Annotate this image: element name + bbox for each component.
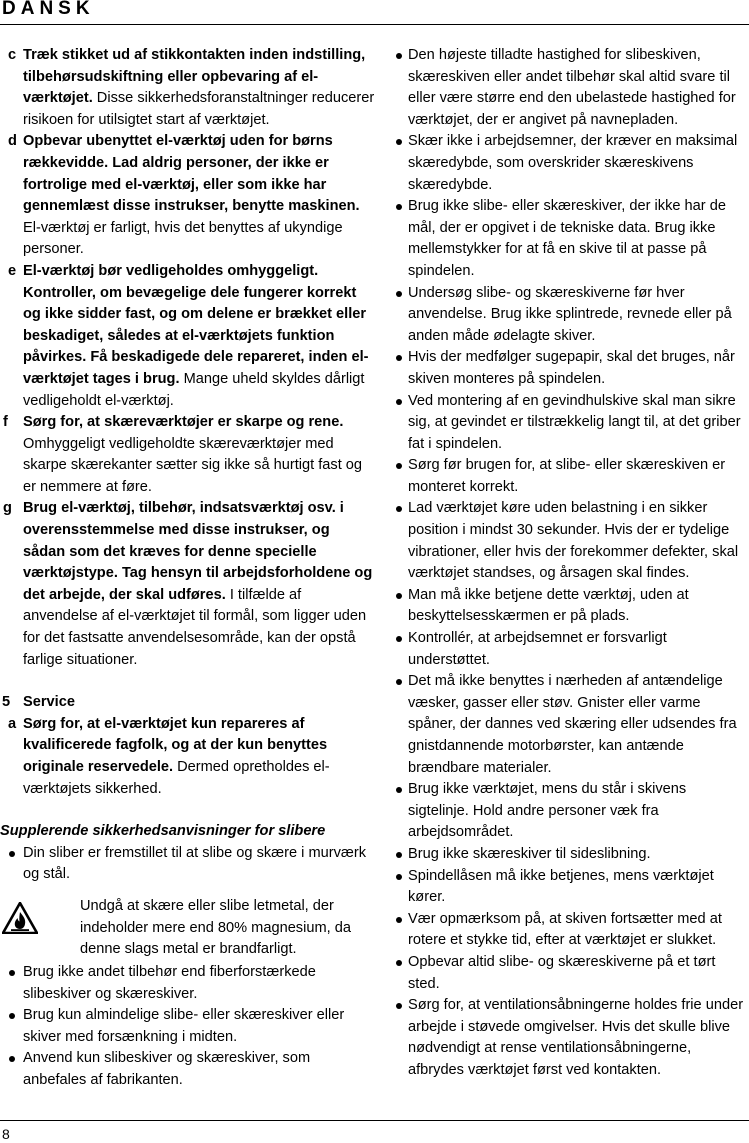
bullet-text: Anvend kun slibeskiver og skæreskiver, som anbefales af fabrikanten.: [23, 1050, 311, 1088]
instruction-item-c: [0, 45, 375, 131]
bullet-text: Din sliber er fremstillet til at slibe og skære i murværk og stål.: [23, 844, 367, 883]
item-letter: e: [8, 262, 17, 279]
bullet-text: Hvis der medfølger sugepapir, skal det bruges, når skiven monteres på spindelen.: [408, 349, 735, 387]
bullet-item: [392, 347, 748, 390]
item-normal-text: Dermed opretholdes el-værktøjets sikkerhed.: [23, 759, 330, 797]
page-header: [0, 0, 749, 25]
bullet-item: [392, 952, 748, 995]
bullet-item: [392, 866, 748, 909]
section-title: Service: [23, 694, 75, 711]
bullet-icon: [396, 636, 402, 642]
item-bold-text: El-værktøj bør vedligeholdes omhyggeligt. Kontroller, om bevægelige dele fungerer korrekt og ikke sidder fast, og om delene er brækket eller beskadiget, således at el-værktøjets funktion påvirkes. Få beskadigede dele repareret, inden el-værktøjet tages i brug.: [23, 262, 369, 387]
service-item-a: [0, 714, 375, 800]
item-letter: d: [8, 133, 17, 150]
bullet-item: [392, 671, 748, 779]
bullet-text: Man må ikke betjene dette værktøj, uden at beskyttelsesskærmen er på plads.: [408, 586, 689, 625]
bullet-item: [392, 585, 748, 628]
instruction-item-g: [0, 498, 375, 671]
bullet-item: [392, 45, 748, 131]
bullet-icon: [396, 506, 402, 512]
bullet-item: [392, 391, 748, 456]
item-letter: c: [8, 47, 17, 63]
bullet-icon: [396, 852, 402, 858]
bullet-icon: [396, 1003, 402, 1009]
section-number: 5: [2, 694, 11, 711]
bullet-item: [392, 909, 748, 952]
bullet-icon: [9, 851, 15, 857]
bullet-icon: [396, 593, 402, 599]
bullet-icon: [396, 960, 402, 966]
right-column: [392, 45, 748, 1082]
left-column: [0, 45, 375, 1092]
bullet-text: Sørg før brugen for, at slibe- eller skæreskiven er monteret korrekt.: [408, 457, 726, 495]
instruction-item-e: [0, 261, 375, 412]
item-bold-text: Træk stikket ud af stikkontakten inden indstilling, tilbehørsudskiftning eller opbevaring af el-værktøjet.: [23, 47, 366, 107]
bullet-item: [0, 843, 375, 886]
supplementary-heading: Supplerende sikkerhedsanvisninger for slibere: [0, 823, 326, 840]
bullet-icon: [396, 787, 402, 793]
bullet-item: [392, 283, 748, 348]
item-bold-text: Opbevar ubenyttet el-værktøj uden for børns rækkevidde. Lad aldrig personer, der ikke er fortrolige med el-værktøj, eller som ikke har gennemlæst disse instrukser, benytte maskinen.: [23, 133, 360, 215]
instruction-item-f: [0, 412, 375, 498]
bullet-text: Brug ikke slibe- eller skæreskiver, der ikke har de mål, der er opgivet i de tekniske data. Brug ikke mellemstykker for at få en skive til at passe på spindelen.: [408, 198, 726, 279]
item-normal-text: El-værktøj er farligt, hvis det benyttes af ukyndige personer.: [23, 219, 343, 258]
bullet-item: [392, 455, 748, 498]
bullet-item: [392, 196, 748, 282]
bullet-text: Brug ikke værktøjet, mens du står i skivens sigtelinje. Hold andre personer væk fra arbejdsområdet.: [408, 781, 687, 841]
bullet-icon: [396, 204, 402, 210]
bullet-text: Lad værktøjet køre uden belastning i en sikker position i mindst 30 sekunder. Hvis der er tydelige vibrationer, eller hvis der forekommer defekter, skal værktøjet standses, og årsagen skal findes.: [408, 500, 739, 582]
bullet-text: Vær opmærksom på, at skiven fortsætter med at rotere et stykke tid, efter at værktøjet er slukket.: [408, 910, 722, 949]
bullet-item: [0, 962, 375, 1005]
bullet-icon: [9, 970, 15, 976]
instruction-item-d: [0, 131, 375, 261]
item-normal-text: Omhyggeligt vedligeholdte skæreværktøjer med skarpe skærekanter sætter sig ikke så hurtigt fast og er nemmere at føre.: [23, 435, 363, 495]
bullet-icon: [396, 53, 402, 59]
bullet-icon: [396, 399, 402, 405]
item-normal-text: I tilfælde af anvendelse af el-værktøjet til formål, som ligger uden for det fastsatte anvendelsesområde, kan der opstå farlige situationer.: [23, 586, 367, 668]
bullet-item: [392, 844, 748, 866]
item-normal-text: Disse sikkerhedsforanstaltninger reducerer risikoen for utilsigtet start af værktøjet.: [23, 90, 375, 128]
bullet-text: Den højeste tilladte hastighed for slibeskiven, skæreskiven eller andet tilbehør skal altid svare til eller være større end den ubelastede hastighed for værktøjet, der er angivet på navnepladen.: [408, 47, 736, 128]
bullet-text: Ved montering af en gevindhulskive skal man sikre sig, at gevindet er tilstrækkelig langt til, at det griber fat i spindelen.: [408, 392, 741, 452]
bullet-icon: [9, 1056, 15, 1062]
bullet-icon: [396, 917, 402, 923]
bullet-item: [392, 779, 748, 844]
bullet-icon: [396, 679, 402, 685]
bullet-text: Kontrollér, at arbejdsemnet er forsvarligt understøttet.: [408, 630, 667, 668]
bullet-icon: [9, 1013, 15, 1019]
item-letter: g: [3, 500, 12, 517]
bullet-icon: [396, 463, 402, 469]
item-letter: a: [8, 715, 17, 732]
bullet-text: Det må ikke benyttes i nærheden af antændelige væsker, gasser eller støv. Gnister eller varme spåner, der dannes ved skæring eller udsendes fra gnistdannende motorbørster, kan antænde brændbare materialer.: [408, 673, 737, 776]
bullet-icon: [396, 355, 402, 361]
bullet-text: Skær ikke i arbejdsemner, der kræver en maksimal skæredybde, som overskrider skæreskivens skæredybde.: [408, 133, 738, 193]
bullet-item: [392, 498, 748, 584]
bullet-text: Spindellåsen må ikke betjenes, mens værktøjet kører.: [408, 867, 714, 906]
fire-hazard-icon: [2, 902, 38, 934]
page-number: 8: [2, 1126, 10, 1142]
bullet-item: [0, 1048, 375, 1091]
warning-text: Undgå at skære eller slibe letmetal, der indeholder mere end 80% magnesium, da denne slags metal er brandfarligt.: [80, 897, 351, 958]
bullet-text: Brug ikke skæreskiver til sideslibning.: [408, 845, 651, 862]
bullet-text: Sørg for, at ventilationsåbningerne holdes frie under arbejde i støvede omgivelser. Hvis det skulle blive nødvendigt at rense ventilationsåbningerne, afbrydes værktøjet først ved kontakten.: [408, 997, 744, 1078]
bullet-icon: [396, 291, 402, 297]
bullet-icon: [396, 139, 402, 145]
item-bold-text: Brug el-værktøj, tilbehør, indsatsværktøj osv. i overensstemmelse med disse instrukser, og sådan som det kræves for denne specielle værktøjstype. Tag hensyn til arbejdsforholdene og det arbejde, der skal udføres.: [23, 500, 373, 603]
bullet-item: [0, 1005, 375, 1048]
bullet-text: Brug ikke andet tilbehør end fiberforstærkede slibeskiver og skæreskiver.: [23, 963, 316, 1002]
bullet-text: Undersøg slibe- og skæreskiverne før hver anvendelse. Brug ikke splintrede, revnede eller på anden måde ødelagte skiver.: [408, 284, 732, 344]
bullet-text: Opbevar altid slibe- og skæreskiverne på et tørt sted.: [408, 953, 716, 992]
item-bold-text: Sørg for, at skæreværktøjer er skarpe og rene.: [23, 414, 344, 431]
language-label: DANSK: [2, 0, 95, 19]
item-normal-text: Mange uheld skyldes dårligt vedligeholdt el-værktøj.: [23, 370, 365, 409]
warning-block: [0, 896, 375, 962]
item-letter: f: [3, 414, 8, 431]
footer-rule: [0, 1120, 749, 1121]
bullet-item: [392, 131, 748, 196]
item-bold-text: Sørg for, at el-værktøjet kun repareres af kvalificerede fagfolk, og at der kun benyttes originale reservedele.: [23, 715, 328, 775]
bullet-item: [392, 995, 748, 1081]
bullet-text: Brug kun almindelige slibe- eller skæreskiver eller skiver med forsænkning i midten.: [23, 1007, 345, 1045]
bullet-item: [392, 628, 748, 671]
section-heading-service: [0, 692, 375, 714]
bullet-icon: [396, 874, 402, 880]
